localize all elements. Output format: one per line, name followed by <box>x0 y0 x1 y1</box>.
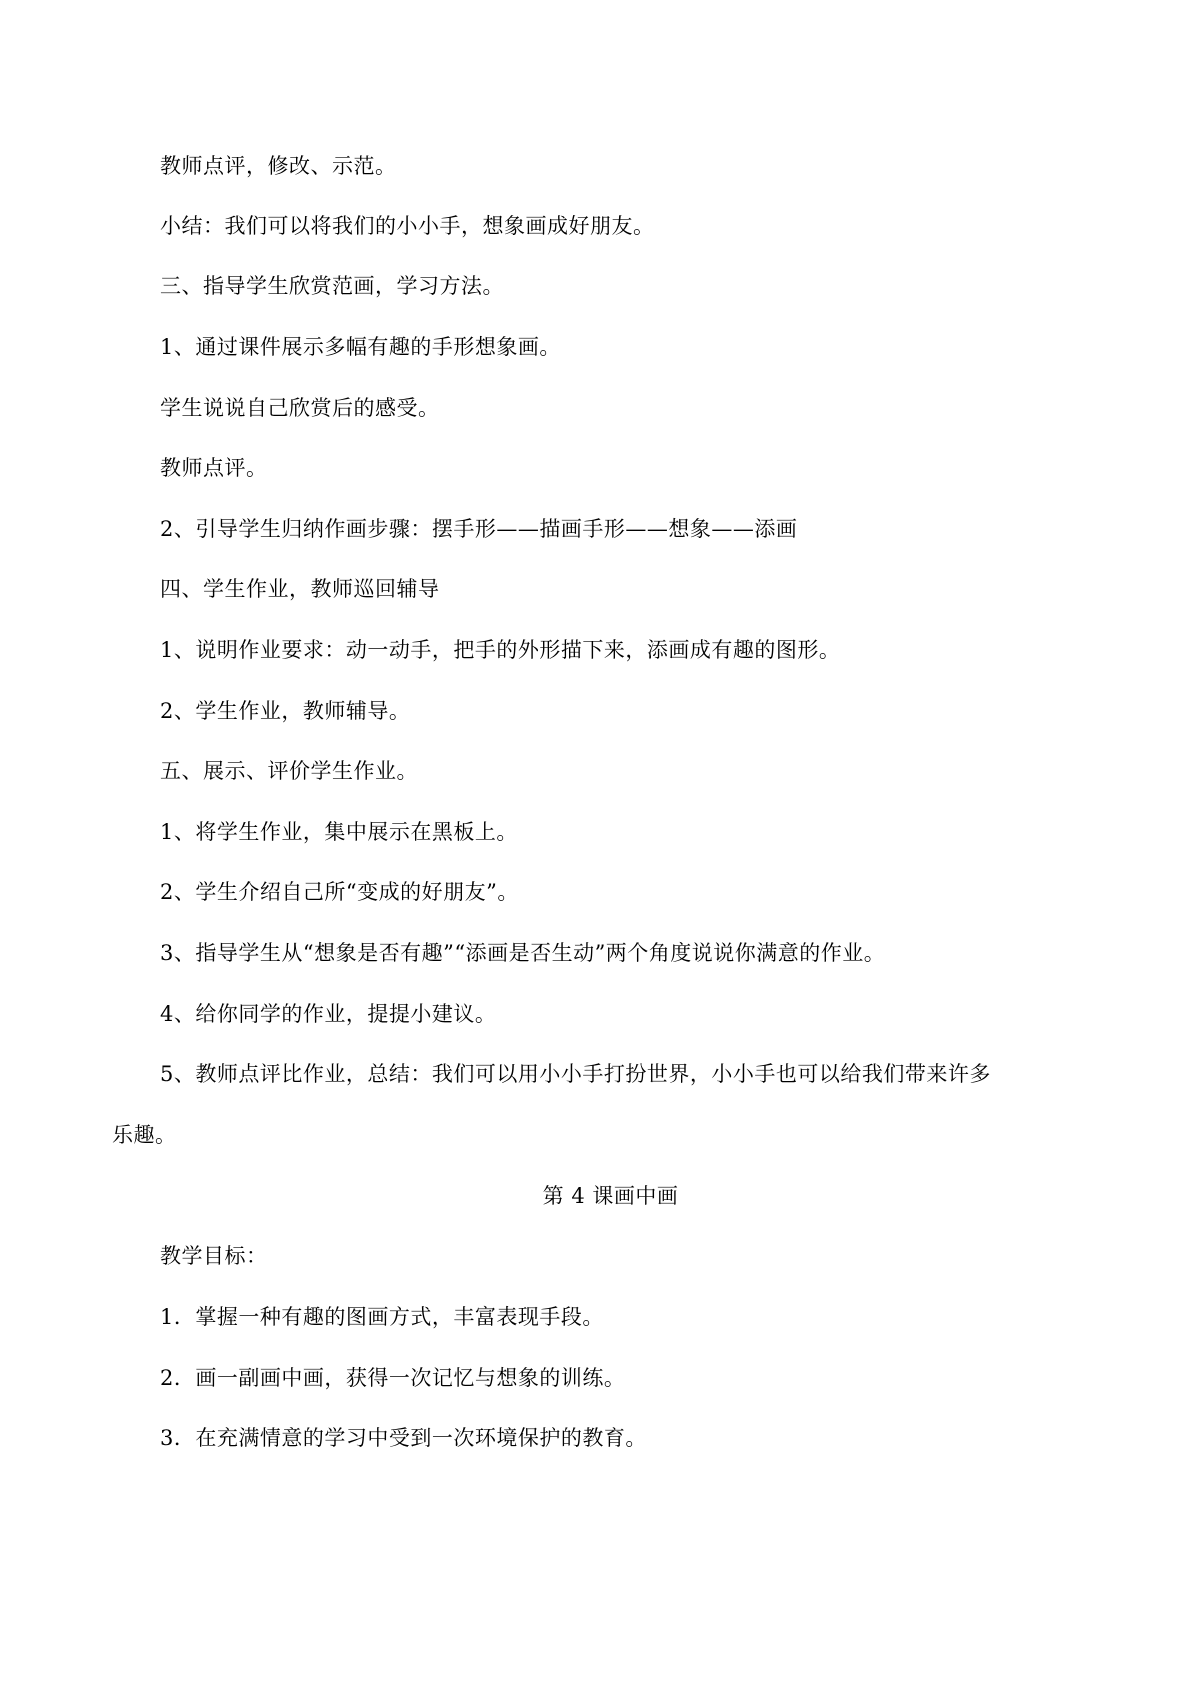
objectives-heading: 教学目标： <box>160 1244 268 1268</box>
lesson-title: 第 4 课画中画 <box>542 1184 679 1208</box>
paragraph-line: 2、学生作业，教师辅导。 <box>160 699 411 723</box>
paragraph-line: 2、引导学生归纳作画步骤：摆手形——描画手形——想象——添画 <box>160 517 798 541</box>
paragraph-line: 3、指导学生从“想象是否有趣”“添画是否生动”两个角度说说你满意的作业。 <box>160 941 886 965</box>
section-heading: 三、指导学生欣赏范画，学习方法。 <box>160 274 504 298</box>
paragraph-line: 学生说说自己欣赏后的感受。 <box>160 396 440 420</box>
paragraph-line: 教师点评。 <box>160 456 268 480</box>
objective-item: 2．画一副画中画，获得一次记忆与想象的训练。 <box>160 1366 626 1390</box>
objective-item: 1．掌握一种有趣的图画方式，丰富表现手段。 <box>160 1305 604 1329</box>
paragraph-line: 教师点评，修改、示范。 <box>160 154 397 178</box>
paragraph-line: 1、说明作业要求：动一动手，把手的外形描下来，添画成有趣的图形。 <box>160 638 841 662</box>
section-heading: 四、学生作业，教师巡回辅导 <box>160 577 440 601</box>
paragraph-line: 2、学生介绍自己所“变成的好朋友”。 <box>160 880 519 904</box>
paragraph-line: 4、给你同学的作业，提提小建议。 <box>160 1002 497 1026</box>
paragraph-line: 小结：我们可以将我们的小小手，想象画成好朋友。 <box>160 214 655 238</box>
objective-item: 3．在充满情意的学习中受到一次环境保护的教育。 <box>160 1426 647 1450</box>
section-heading: 五、展示、评价学生作业。 <box>160 759 418 783</box>
paragraph-line: 1、将学生作业，集中展示在黑板上。 <box>160 820 518 844</box>
paragraph-line-continued: 乐趣。 <box>112 1123 177 1147</box>
paragraph-line: 5、教师点评比作业，总结：我们可以用小小手打扮世界，小小手也可以给我们带来许多 <box>160 1062 991 1086</box>
paragraph-line: 1、通过课件展示多幅有趣的手形想象画。 <box>160 335 561 359</box>
